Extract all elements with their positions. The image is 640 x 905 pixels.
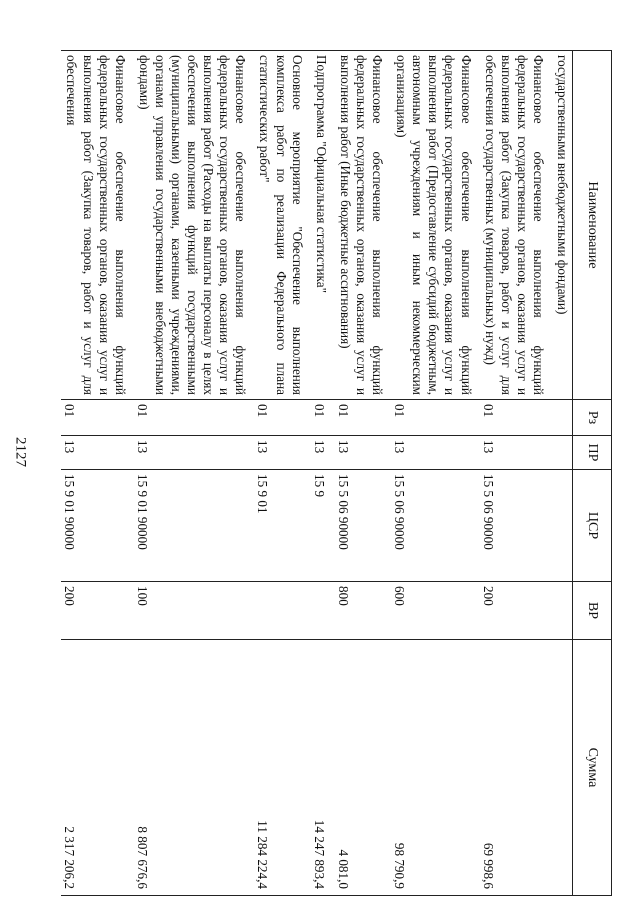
table-row: [61, 51, 133, 896]
row-pr: 13: [61, 436, 133, 470]
row-pr: 13: [480, 436, 552, 470]
row-rz: 01: [335, 400, 391, 436]
row-sum: [552, 640, 573, 896]
row-vr: [552, 582, 573, 640]
row-csr: 15 9 01 90000: [134, 470, 255, 582]
row-rz: 01: [480, 400, 552, 436]
row-pr: 13: [391, 436, 479, 470]
row-name: Финансовое обеспечение выполнения функций федеральных государственных органов, оказания услуг и выполнения работ (Иные бюджетные ассигнования): [335, 51, 391, 400]
row-csr: 15 9 01 90000: [61, 470, 133, 582]
row-vr: 200: [61, 582, 133, 640]
row-sum: 4 081,0: [335, 640, 391, 896]
row-name: Финансовое обеспечение выполнения функций федеральных государственных органов, оказания услуг и выполнения работ (Предоставление субсидий бюджетным, автономным учреждениям и иным некоммерческим организациям): [391, 51, 479, 400]
header-pr: ПР: [573, 436, 612, 470]
row-pr: [552, 436, 573, 470]
row-rz: 01: [254, 400, 310, 436]
row-csr: 15 9: [311, 470, 335, 582]
row-name: Основное мероприятие "Обеспечение выполнения комплекса работ по реализации Федерального плана статистических работ": [254, 51, 310, 400]
header-rz: Рз: [573, 400, 612, 436]
row-csr: 15 5 06 90000: [480, 470, 552, 582]
row-rz: 01: [311, 400, 335, 436]
row-vr: [254, 582, 310, 640]
page-number-container: [0, 0, 40, 905]
row-sum: 98 790,9: [391, 640, 479, 896]
table-row: [552, 51, 573, 896]
row-name: Финансовое обеспечение выполнения функций федеральных государственных органов, оказания услуг и выполнения работ (Закупка товаров, работ и услуг для обеспечения государственных (муниципальных) нужд): [480, 51, 552, 400]
row-name: Подпрограмма "Официальная статистика": [311, 51, 335, 400]
row-rz: 01: [61, 400, 133, 436]
header-name: Наименование: [573, 51, 612, 400]
row-sum: 11 284 224,4: [254, 640, 310, 896]
page-number: 2127: [12, 437, 29, 467]
row-rz: 01: [391, 400, 479, 436]
row-rz: [552, 400, 573, 436]
row-pr: 13: [134, 436, 255, 470]
row-rz: 01: [134, 400, 255, 436]
row-pr: 13: [335, 436, 391, 470]
row-vr: [311, 582, 335, 640]
table-row: [311, 51, 335, 896]
row-csr: 15 5 06 90000: [335, 470, 391, 582]
row-sum: 69 998,6: [480, 640, 552, 896]
row-vr: 600: [391, 582, 479, 640]
row-vr: 200: [480, 582, 552, 640]
header-csr: ЦСР: [573, 470, 612, 582]
table-row: [480, 51, 552, 896]
row-pr: 13: [254, 436, 310, 470]
row-csr: [552, 470, 573, 582]
row-name: Финансовое обеспечение выполнения функций федеральных государственных органов, оказания услуг и выполнения работ (Расходы на выплаты персоналу в целях обеспечения выполнения функций государственными (муниципальными) органами, казенными учреждениями, органами управления государственными внебюджетными фондами): [134, 51, 255, 400]
row-sum: 2 317 206,2: [61, 640, 133, 896]
row-pr: 13: [311, 436, 335, 470]
table-row: [254, 51, 310, 896]
row-vr: 800: [335, 582, 391, 640]
row-sum: 8 807 676,6: [134, 640, 255, 896]
table-row: [335, 51, 391, 896]
row-csr: 15 9 01: [254, 470, 310, 582]
header-vr: ВР: [573, 582, 612, 640]
row-name: Финансовое обеспечение выполнения функций федеральных государственных органов, оказания услуг и выполнения работ (Закупка товаров, работ и услуг для обеспечения: [61, 51, 133, 400]
row-sum: 14 247 893,4: [311, 640, 335, 896]
budget-table-rotated: [62, 50, 612, 895]
table-header-row: [573, 51, 612, 896]
row-csr: 15 5 06 90000: [391, 470, 479, 582]
table-row: [134, 51, 255, 896]
table-row: [391, 51, 479, 896]
budget-table: [61, 50, 612, 896]
header-sum: Сумма: [573, 640, 612, 896]
row-vr: 100: [134, 582, 255, 640]
row-name: государственными внебюджетными фондами): [552, 51, 573, 400]
